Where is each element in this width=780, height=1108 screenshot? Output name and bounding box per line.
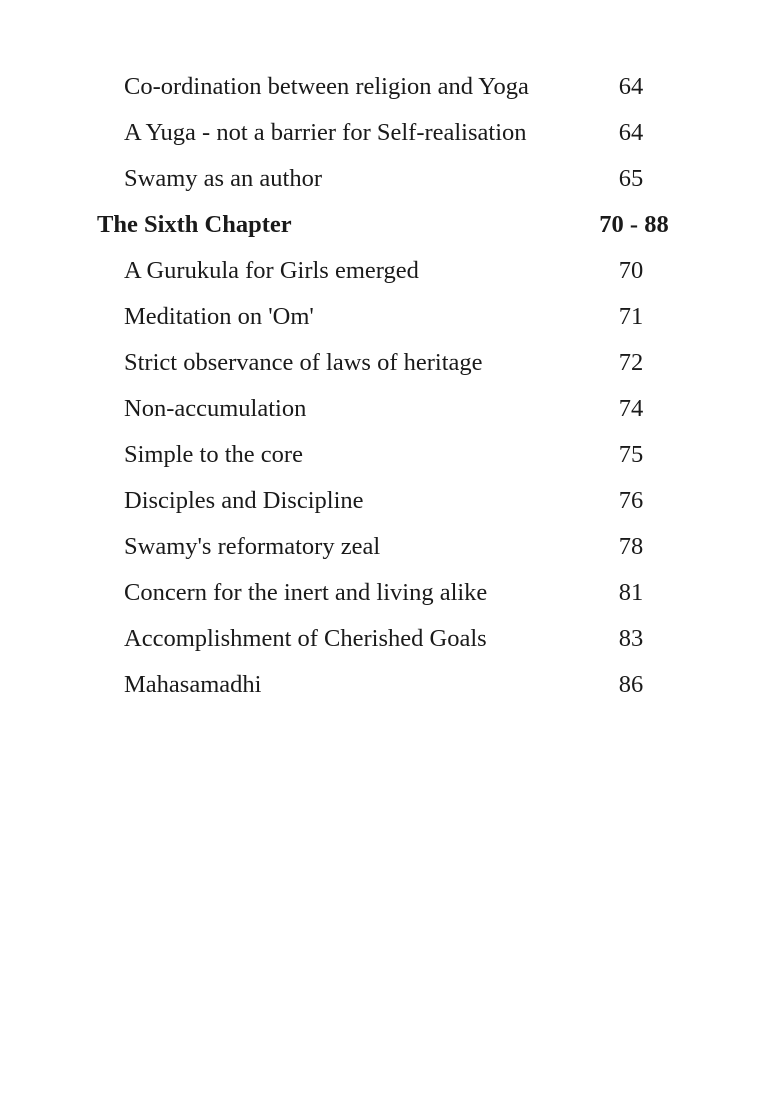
toc-entry-page: 78 bbox=[618, 533, 644, 560]
toc-entry-title: Accomplishment of Cherished Goals bbox=[124, 625, 487, 652]
toc-entry-title: Meditation on 'Om' bbox=[124, 303, 314, 330]
toc-entry-page: 74 bbox=[618, 395, 644, 422]
toc-entry bbox=[0, 340, 780, 386]
toc-entry bbox=[0, 110, 780, 156]
toc-entry bbox=[0, 156, 780, 202]
toc-entry-page: 75 bbox=[618, 441, 644, 468]
toc-entry-title: Co-ordination between religion and Yoga bbox=[124, 73, 529, 100]
toc-entry-page: 64 bbox=[618, 73, 644, 100]
table-of-contents bbox=[0, 64, 780, 708]
toc-entry-page: 86 bbox=[618, 671, 644, 698]
toc-entry-title: Disciples and Discipline bbox=[124, 487, 364, 514]
toc-entry-title: Non-accumulation bbox=[124, 395, 307, 422]
toc-entry-page: 70 bbox=[618, 257, 644, 284]
toc-entry-page: 76 bbox=[618, 487, 644, 514]
toc-entry-page: 65 bbox=[618, 165, 644, 192]
chapter-heading bbox=[0, 202, 780, 248]
toc-entry-title: Strict observance of laws of heritage bbox=[124, 349, 483, 376]
toc-entry-page: 83 bbox=[618, 625, 644, 652]
toc-entry bbox=[0, 432, 780, 478]
toc-entry-page: 81 bbox=[618, 579, 644, 606]
toc-entry-title: Concern for the inert and living alike bbox=[124, 579, 488, 606]
toc-entry bbox=[0, 386, 780, 432]
chapter-title: The Sixth Chapter bbox=[97, 211, 292, 238]
toc-entry bbox=[0, 478, 780, 524]
chapter-page-range: 70 - 88 bbox=[599, 211, 669, 238]
toc-entry-title: A Yuga - not a barrier for Self-realisation bbox=[124, 119, 527, 146]
toc-entry bbox=[0, 64, 780, 110]
toc-entry-page: 64 bbox=[618, 119, 644, 146]
toc-entry-title: Swamy as an author bbox=[124, 165, 322, 192]
toc-entry bbox=[0, 570, 780, 616]
toc-entry-title: Simple to the core bbox=[124, 441, 303, 468]
toc-entry bbox=[0, 248, 780, 294]
toc-entry-title: A Gurukula for Girls emerged bbox=[124, 257, 419, 284]
toc-entry-title: Mahasamadhi bbox=[124, 671, 262, 698]
toc-entry-page: 72 bbox=[618, 349, 644, 376]
toc-entry bbox=[0, 524, 780, 570]
toc-entry bbox=[0, 616, 780, 662]
toc-entry bbox=[0, 294, 780, 340]
toc-entry bbox=[0, 662, 780, 708]
toc-entry-page: 71 bbox=[618, 303, 644, 330]
toc-entry-title: Swamy's reformatory zeal bbox=[124, 533, 381, 560]
